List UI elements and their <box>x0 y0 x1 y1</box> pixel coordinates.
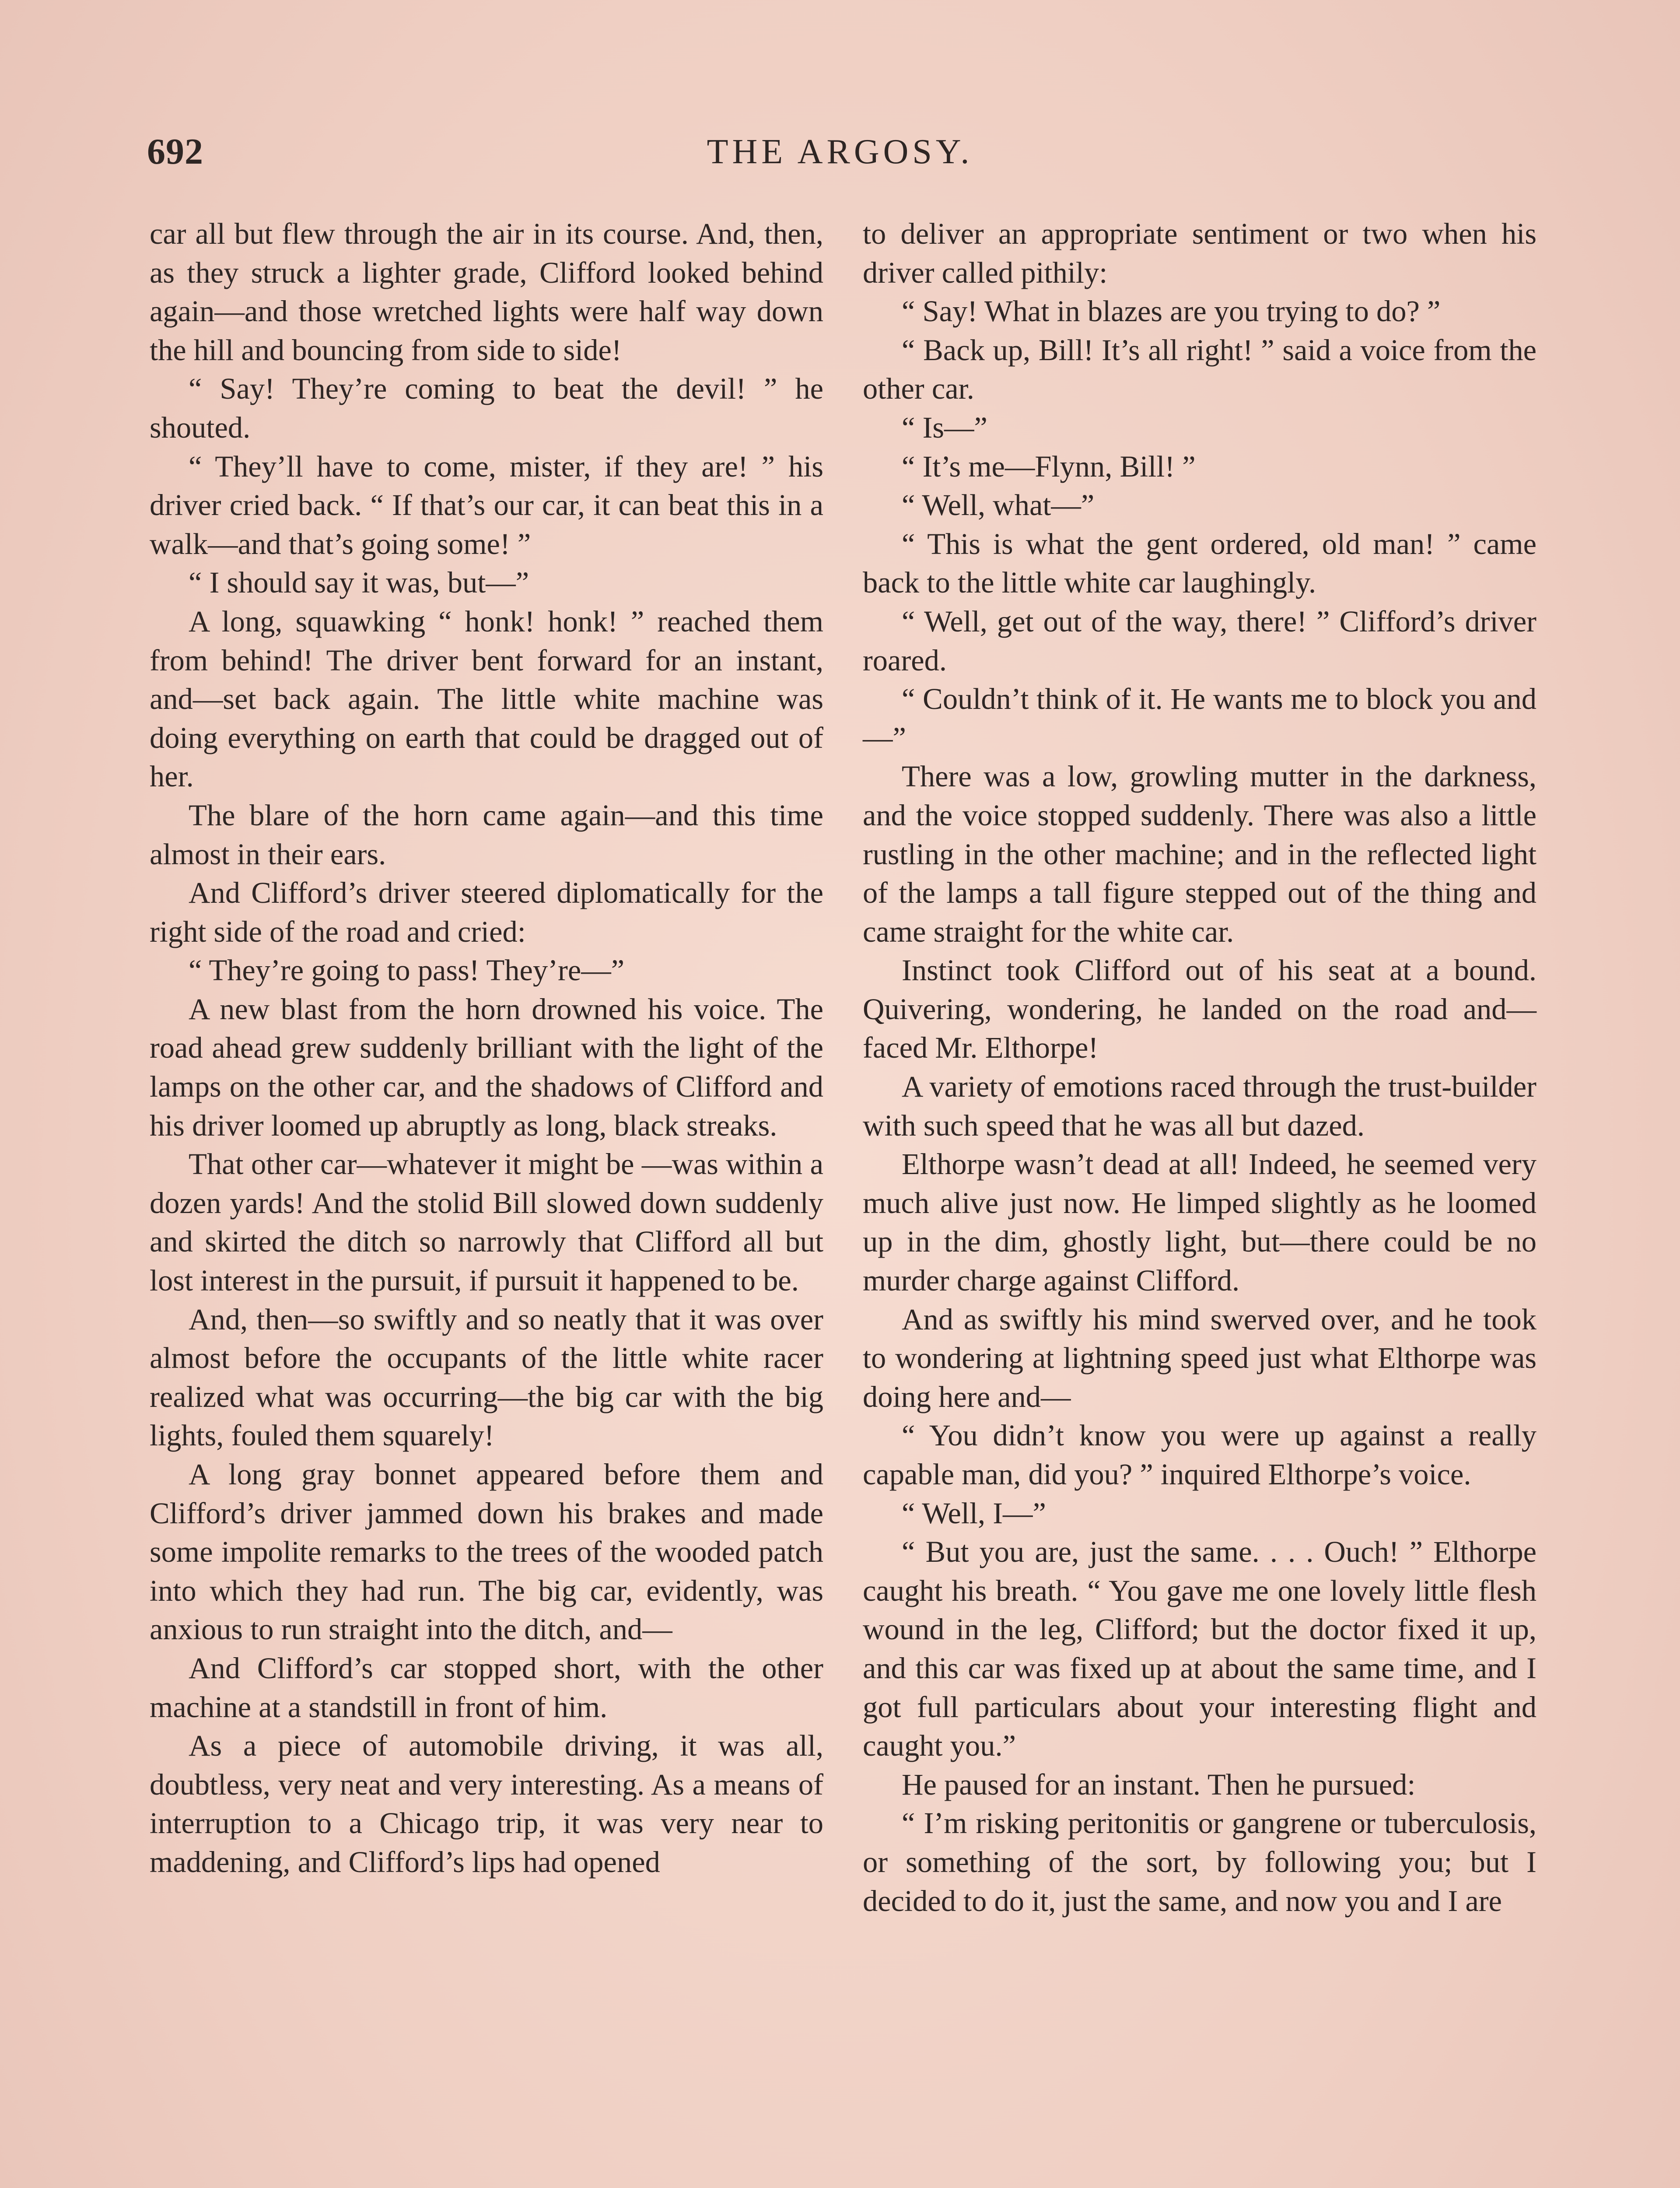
paragraph: “ Back up, Bill! It’s all right! ” said a voice from the other car. <box>863 333 1536 406</box>
paragraph: There was a low, growling mutter in the darkness, and the voice stopped suddenly. There was also a little rustling in the other machine; and in the reflected light of the lamps a tall figure stepped out of the thing and came straight for the white car. <box>863 760 1536 948</box>
paragraph: A long, squawking “ honk! honk! ” reached them from behind! The driver bent forward for an instant, and—set back again. The little white machine was doing everything on earth that could be dragged out of her. <box>150 604 823 793</box>
paragraph: “ I should say it was, but—” <box>189 566 529 600</box>
paragraph: “ You didn’t know you were up against a really capable man, did you? ” inquired Elthorpe’s voice. <box>863 1419 1536 1491</box>
paragraph: “ I’m risking peritonitis or gangrene or tuberculosis, or something of the sort, by following you; but I decided to do it, just the same, and now you and I are <box>863 1806 1536 1918</box>
paragraph: And, then—so swiftly and so neatly that it was over almost before the occupants of the little white racer realized what was occurring—the big car with the big lights, fouled them squarely! <box>150 1302 823 1452</box>
paragraph: The blare of the horn came again—and this time almost in their ears. <box>150 798 823 871</box>
paragraph: “ But you are, just the same. . . . Ouch! ” Elthorpe caught his breath. “ You gave me one lovely little flesh wound in the leg, Clifford; but the doctor fixed it up, and this car was fixed up at about the same time, and I got full particulars about your interesting flight and caught you.” <box>863 1535 1536 1763</box>
paragraph: That other car—whatever it might be —was within a dozen yards! And the stolid Bill slowed down suddenly and skirted the ditch so narrowly that Clifford all but lost interest in the pursuit, if pursuit it happened to be. <box>150 1147 823 1297</box>
paragraph: And Clifford’s car stopped short, with the other machine at a standstill in front of him. <box>150 1651 823 1724</box>
paragraph: As a piece of automobile driving, it was all, doubtless, very neat and very interesting. As a means of interruption to a Chicago trip, it was very near to maddening, and Clifford’s lips had opened <box>150 1729 823 1879</box>
paragraph: “ Say! They’re coming to beat the devil! ” he shouted. <box>150 372 823 444</box>
paragraph: “ They’re going to pass! They’re—” <box>189 954 625 987</box>
paragraph: “ Say! What in blazes are you trying to do? ” <box>902 295 1441 328</box>
running-head: THE ARGOSY. <box>707 133 973 171</box>
paragraph: And as swiftly his mind swerved over, and he took to wondering at lightning speed just what Elthorpe was doing here and— <box>863 1302 1536 1413</box>
paragraph: “ Well, get out of the way, there! ” Clifford’s driver roared. <box>863 604 1536 677</box>
paragraph: “ They’ll have to come, mister, if they are! ” his driver cried back. “ If that’s our car, it can beat this in a walk—and that’s going some! ” <box>150 449 823 561</box>
right-column <box>863 214 1536 1920</box>
paragraph: Elthorpe wasn’t dead at all! Indeed, he seemed very much alive just now. He limped slightly as he loomed up in the dim, ghostly light, but—there could be no murder charge against Clifford. <box>863 1147 1536 1297</box>
paragraph: “ Well, I—” <box>902 1496 1046 1530</box>
paragraph: “ It’s me—Flynn, Bill! ” <box>902 449 1196 483</box>
paragraph: A variety of emotions raced through the trust-builder with such speed that he was all but dazed. <box>863 1070 1536 1142</box>
paragraph: Instinct took Clifford out of his seat at a bound. Quivering, wondering, he landed on the road and—faced Mr. Elthorpe! <box>863 954 1536 1065</box>
paragraph: car all but flew through the air in its course. And, then, as they struck a lighter grade, Clifford looked behind again—and those wretched lights were half way down the hill and bouncing from side to side! <box>150 217 823 367</box>
paragraph: And Clifford’s driver steered diplomatically for the right side of the road and cried: <box>150 876 823 948</box>
paragraph: “ This is what the gent ordered, old man! ” came back to the little white car laughingly. <box>863 527 1536 600</box>
page-number: 692 <box>147 131 203 172</box>
paragraph: “ Well, what—” <box>902 488 1095 522</box>
paragraph: to deliver an appropriate sentiment or two when his driver called pithily: <box>863 217 1536 289</box>
left-column <box>150 214 823 1882</box>
paragraph: A long gray bonnet appeared before them and Clifford’s driver jammed down his brakes and made some impolite remarks to the trees of the wooded patch into which they had run. The big car, evidently, was anxious to run straight into the ditch, and— <box>150 1458 823 1646</box>
paragraph: A new blast from the horn drowned his voice. The road ahead grew suddenly brilliant with the light of the lamps on the other car, and the shadows of Clifford and his driver loomed up abruptly as long, black streaks. <box>150 992 823 1142</box>
paragraph: “ Is—” <box>902 410 987 444</box>
paragraph: “ Couldn’t think of it. He wants me to block you and—” <box>863 682 1536 754</box>
paragraph: He paused for an instant. Then he pursued: <box>902 1767 1416 1801</box>
